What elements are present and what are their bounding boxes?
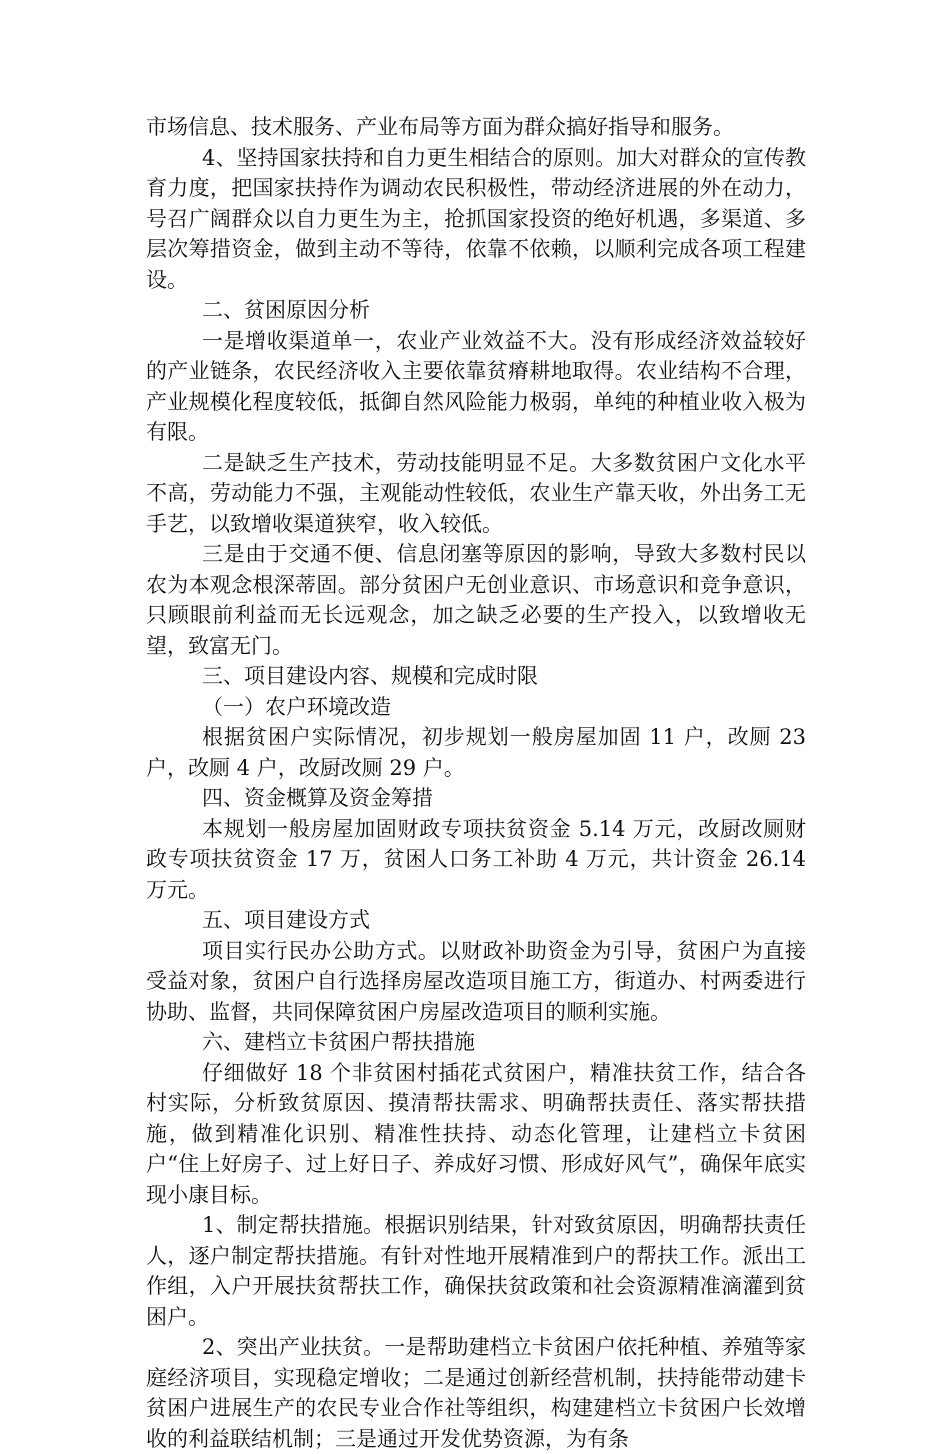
paragraph: 2、突出产业扶贫。一是帮助建档立卡贫困户依托种植、养殖等家庭经济项目，实现稳定增收；二是通过创新经营机制，扶持能带动建卡贫困户进展生产的农民专业合作社等组织，构建建档立卡贫困户长效增收的利益联结机制；三是通过开发优势资源，为有条	[146, 1335, 806, 1451]
section-heading: 四、资金概算及资金筹措	[202, 786, 433, 810]
subsection-heading: （一）农户环境改造	[202, 694, 391, 719]
document-body	[146, 112, 806, 1454]
section-heading: 六、建档立卡贫困户帮扶措施	[202, 1030, 475, 1054]
paragraph: 本规划一般房屋加固财政专项扶贫资金 5.14 万元，改厨改厕财政专项扶贫资金 17 万，贫困人口务工补助 4 万元，共计资金 26.14 万元。	[146, 816, 806, 902]
section-heading: 三、项目建设内容、规模和完成时限	[202, 664, 538, 688]
paragraph: 项目实行民办公助方式。以财政补助资金为引导，贫困户为直接受益对象，贫困户自行选择房屋改造项目施工方，街道办、村两委进行协助、监督，共同保障贫困户房屋改造项目的顺利实施。	[146, 938, 806, 1024]
section-heading: 五、项目建设方式	[202, 908, 370, 932]
paragraph: 1、制定帮扶措施。根据识别结果，针对致贫原因，明确帮扶责任人，逐户制定帮扶措施。有针对性地开展精准到户的帮扶工作。派出工作组，入户开展扶贫帮扶工作，确保扶贫政策和社会资源精准滴灌到贫困户。	[146, 1213, 806, 1329]
paragraph: 三是由于交通不便、信息闭塞等原因的影响，导致大多数村民以农为本观念根深蒂固。部分贫困户无创业意识、市场意识和竞争意识，只顾眼前利益而无长远观念，加之缺乏必要的生产投入，以致增收无望，致富无门。	[146, 542, 806, 658]
paragraph: 4、坚持国家扶持和自力更生相结合的原则。加大对群众的宣传教育力度，把国家扶持作为调动农民积极性，带动经济进展的外在动力，号召广阔群众以自力更生为主，抢抓国家投资的绝好机遇，多渠道、多层次筹措资金，做到主动不等待，依靠不依赖，以顺利完成各项工程建设。	[146, 145, 806, 292]
paragraph: 二是缺乏生产技术，劳动技能明显不足。大多数贫困户文化水平不高，劳动能力不强，主观能动性较低，农业生产靠天收，外出务工无手艺，以致增收渠道狭窄，收入较低。	[146, 450, 806, 536]
section-heading: 二、贫困原因分析	[202, 298, 370, 322]
paragraph: 仔细做好 18 个非贫困村插花式贫困户，精准扶贫工作，结合各村实际，分析致贫原因、摸清帮扶需求、明确帮扶责任、落实帮扶措施，做到精准化识别、精准性扶持、动态化管理，让建档立卡贫困户“住上好房子、过上好日子、养成好习惯、形成好风气”，确保年底实现小康目标。	[146, 1060, 806, 1207]
paragraph: 根据贫困户实际情况，初步规划一般房屋加固 11 户，改厕 23 户，改厕 4 户，改厨改厕 29 户。	[146, 725, 806, 780]
paragraph: 市场信息、技术服务、产业布局等方面为群众搞好指导和服务。	[146, 115, 734, 139]
paragraph: 一是增收渠道单一，农业产业效益不大。没有形成经济效益较好的产业链条，农民经济收入主要依靠贫瘠耕地取得。农业结构不合理，产业规模化程度较低，抵御自然风险能力极弱，单纯的种植业收入极为有限。	[146, 328, 806, 444]
